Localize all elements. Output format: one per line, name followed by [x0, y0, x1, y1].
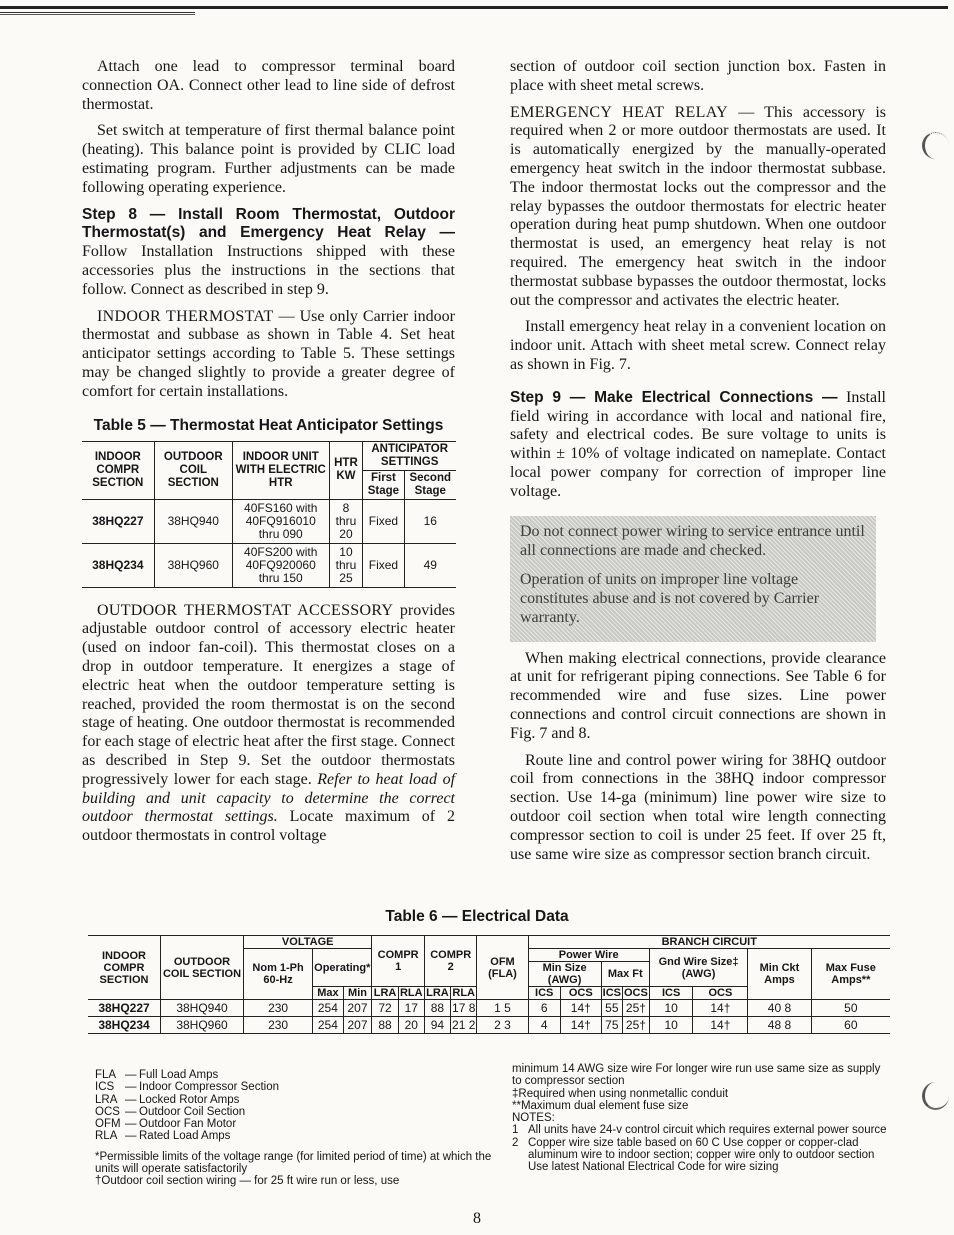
- t6-header-operating: Operating*: [313, 949, 372, 987]
- t5-header-indoor: INDOOR COMPR SECTION: [82, 441, 154, 499]
- list-item: [512, 1137, 890, 1174]
- emergency-heat-relay-text: — This accessory is required when 2 or more outdoor thermostats are used. It is automatically energized by the manually-operated emergency heat switch in the indoor thermostat subbase. The indoor thermostat locks out the compressor and the relay bypasses the outdoor thermostats for electric heater operation during heat pump shutdown. When one outdoor thermostat is used, an emergency heat relay is not required. The emergency heat switch in the indoor thermostat subbase bypasses the outdoor thermostat, locks out the compressor and activates the electric heater.: [510, 103, 887, 309]
- t6-cell: 21 2: [452, 1018, 476, 1032]
- t6-cell: 17: [398, 1000, 424, 1017]
- t6-header-ics-1: ICS: [528, 987, 560, 1000]
- t6-cell: 230: [244, 1000, 313, 1017]
- abbreviation-legend: [95, 1069, 495, 1188]
- outdoor-thermostat-label: OUTDOOR THERMOSTAT ACCESSORY: [97, 601, 394, 619]
- t6-header-max-fuse: Max Fuse Amps**: [811, 949, 890, 1000]
- note-conduit: ‡Required when using nonmetallic conduit: [512, 1087, 729, 1100]
- step-9-heading: Step 9 — Make Electrical Connections —: [510, 388, 838, 406]
- step-9-text: Install field wiring in accordance with local and national fire, safety and electrical codes. Be sure voltage to units is within ± 10% of voltage indicated on nameplate. Contact local power company for correction of improper line voltage.: [510, 388, 886, 500]
- t6-cell: 10: [649, 1000, 693, 1017]
- t6-header-min-ckt: Min Ckt Amps: [748, 949, 811, 1000]
- t6-cell: 2 3: [477, 1017, 528, 1034]
- paragraph-install-relay: Install emergency heat relay in a convenient location on indoor unit. Attach with sheet metal screw. Connect relay as shown in Fig. 7.: [510, 318, 886, 373]
- t6-header-branch-circuit: BRANCH CIRCUIT: [528, 936, 890, 949]
- top-rule-short-2: [0, 14, 195, 15]
- legend-abbrev: LRA: [95, 1093, 118, 1106]
- t6-header-rla-1: RLA: [399, 987, 423, 999]
- t6-cell: 72: [372, 1000, 398, 1017]
- legend-item: [95, 1094, 495, 1106]
- page-number: 8: [473, 1210, 481, 1227]
- t6-cell: 88: [372, 1017, 398, 1034]
- legend-text: Full Load Amps: [139, 1069, 219, 1081]
- footnote-voltage: *Permissible limits of the voltage range (for limited period of time) at which the units will operate satisfactorily: [95, 1150, 492, 1176]
- t6-header-max: Max: [313, 987, 343, 1000]
- t6-cell: 6: [528, 1000, 560, 1017]
- punch-hole-mark: [922, 1082, 949, 1110]
- legend-text: Rated Load Amps: [139, 1130, 231, 1143]
- t6-cell: 38HQ234: [88, 1017, 161, 1034]
- top-rule: [0, 6, 948, 9]
- legend-text: Indoor Compressor Section: [139, 1081, 279, 1094]
- table-row: [88, 1000, 890, 1017]
- paragraph-attach-lead: Attach one lead to compressor terminal board connection OA. Connect other lead to line side of defrost thermostat.: [82, 58, 455, 113]
- table-5-title: Table 5 — Thermostat Heat Anticipator Settings: [93, 416, 444, 434]
- t6-header-ocs-2: OCS: [624, 987, 648, 999]
- t5-cell-indoor: 38HQ234: [82, 543, 154, 587]
- t6-cell: 4: [528, 1017, 560, 1034]
- emergency-heat-relay-label: EMERGENCY HEAT RELAY: [510, 103, 728, 121]
- table-row: [82, 543, 456, 587]
- t6-cell: 207: [343, 1000, 372, 1017]
- t6-cell: 254: [313, 1017, 343, 1034]
- t5-cell-indoor: 38HQ227: [82, 499, 154, 543]
- note-number: 1: [512, 1124, 519, 1137]
- legend-item: [95, 1106, 495, 1118]
- t5-cell-second: 16: [404, 499, 456, 543]
- t5-cell-unit: 40FS160 with 40FQ916010 thru 090: [232, 499, 329, 543]
- legend-dash: —: [125, 1093, 137, 1106]
- warning-box: [510, 516, 876, 642]
- legend-text: Outdoor Fan Motor: [139, 1118, 237, 1131]
- t6-header-nom: Nom 1-Ph 60-Hz: [244, 949, 313, 1000]
- t6-header-voltage: VOLTAGE: [244, 936, 372, 949]
- legend-item: [95, 1069, 495, 1081]
- left-column: [82, 58, 455, 854]
- paragraph-set-switch: Set switch at temperature of first thermal balance point (heating). This balance point is provided by CLIC load estimating program. Further adjustments can be made following operating experience.: [82, 122, 455, 196]
- t6-header-lra-2: LRA: [426, 987, 449, 999]
- outdoor-thermostat-text-2: Locate maximum of 2 outdoor thermostats in control voltage: [82, 808, 455, 845]
- t6-cell: 55: [601, 1000, 622, 1017]
- t5-header-anticipator: ANTICIPATOR SETTINGS: [363, 441, 456, 470]
- t6-header-ocs-1: OCS: [560, 987, 601, 1000]
- t6-header-outdoor: OUTDOOR COIL SECTION: [161, 936, 244, 1000]
- t6-cell: 38HQ940: [161, 1000, 244, 1017]
- t6-header-indoor: INDOOR COMPR SECTION: [88, 936, 161, 1000]
- step-8-heading: Step 8 — Install Room Thermostat, Outdoor Thermostat(s) and Emergency Heat Relay —: [82, 205, 455, 242]
- paragraph-step-9: [510, 389, 886, 502]
- t6-header-ofm: OFM (FLA): [477, 936, 528, 1000]
- note-text: Copper wire size table based on 60 C Use copper or copper-clad aluminum wire to indoor section; copper wire only to outdoor section Use latest National Electrical Code for wire sizing: [528, 1136, 875, 1174]
- t6-cell: 60: [811, 1017, 890, 1034]
- t6-cell: 254: [313, 1000, 343, 1017]
- paragraph-electrical-connections: When making electrical connections, provide clearance at unit for refrigerant piping connections. See Table 6 for recommended wire and fuse sizes. Line power connections and control circuit connections are shown in Fig. 7 and 8.: [510, 649, 886, 742]
- t5-header-unit: INDOOR UNIT WITH ELECTRIC HTR: [232, 441, 329, 499]
- legend-text: Outdoor Coil Section: [139, 1105, 246, 1118]
- t6-cell: 230: [244, 1017, 313, 1034]
- t5-header-first-stage: First Stage: [363, 470, 404, 499]
- t6-cell: 75: [601, 1017, 622, 1034]
- t5-cell-kw: 10 thru 25: [329, 543, 363, 587]
- t5-cell-unit: 40FS200 with 40FQ920060 thru 150: [232, 543, 329, 587]
- t6-cell: 88: [424, 1000, 450, 1017]
- legend-abbrev: FLA: [95, 1069, 117, 1081]
- t6-cell: 17 8: [452, 1001, 476, 1015]
- t6-cell: 94: [424, 1017, 450, 1034]
- indoor-thermostat-text: — Use only Carrier indoor thermostat and subbase as shown in Table 4. Set heat anticipator settings according to Table 5. These settings may be changed slightly to provide a greater degree of comfort for certain installations.: [82, 307, 456, 400]
- footnote-outdoor-wiring: †Outdoor coil section wiring — for 25 ft wire run or less, use: [95, 1175, 400, 1188]
- table-6: [88, 935, 890, 1034]
- t5-cell-second: 49: [404, 543, 456, 587]
- right-column: [510, 58, 886, 872]
- warning-text-2: Operation of units on improper line voltage constitutes abuse and is not covered by Carrier warranty.: [520, 570, 820, 626]
- t6-cell: 207: [343, 1017, 372, 1034]
- table-6-title: Table 6 — Electrical Data: [385, 908, 569, 925]
- legend-abbrev: RLA: [95, 1130, 118, 1143]
- t5-header-second-stage: Second Stage: [404, 470, 456, 499]
- t6-cell: 14†: [560, 1017, 601, 1034]
- t6-header-lra-1: LRA: [373, 987, 397, 999]
- note-min-wire: minimum 14 AWG size wire For longer wire run use same size as supply to compressor section: [512, 1063, 881, 1088]
- indoor-thermostat-label: INDOOR THERMOSTAT: [97, 307, 274, 325]
- legend-dash: —: [125, 1105, 137, 1118]
- legend-text: Locked Rotor Amps: [139, 1093, 240, 1106]
- legend-abbrev: OCS: [95, 1105, 120, 1118]
- t5-cell-kw: 8 thru 20: [329, 499, 363, 543]
- t6-cell: 48 8: [748, 1017, 811, 1034]
- t6-header-min-size: Min Size (AWG): [528, 962, 601, 987]
- t6-header-rla-2: RLA: [452, 987, 475, 999]
- t6-header-compr-1: COMPR 1: [372, 936, 425, 987]
- legend-dash: —: [125, 1118, 137, 1131]
- t6-header-gnd-wire: Gnd Wire Size‡ (AWG): [649, 949, 747, 987]
- table-5: [82, 441, 456, 588]
- t6-cell: 14†: [693, 1000, 748, 1017]
- t5-header-htr-kw: HTR KW: [329, 441, 363, 499]
- legend-dash: —: [125, 1081, 137, 1094]
- t6-cell: 50: [811, 1000, 890, 1017]
- t6-header-compr-2: COMPR 2: [424, 936, 477, 987]
- t6-cell: 40 8: [748, 1000, 811, 1017]
- table-row: [88, 1017, 890, 1034]
- note-number: 2: [512, 1136, 519, 1149]
- warning-text-1: Do not connect power wiring to service entrance until all connections are made and checked.: [520, 522, 865, 559]
- legend-item: [95, 1118, 495, 1130]
- t6-cell: 25†: [623, 1017, 650, 1034]
- paragraph-outdoor-thermostat: [82, 602, 455, 846]
- list-item: [512, 1124, 890, 1136]
- t6-header-ics-3: ICS: [649, 987, 693, 1000]
- paragraph-route-wiring: Route line and control power wiring for 38HQ outdoor coil from connections in the 38HQ indoor compressor section. Use 14-ga (minimum) line power wire size to outdoor coil section when total wire length connecting compressor section to coil is under 25 feet. If over 25 ft, use same wire size as compressor section branch circuit.: [510, 751, 886, 863]
- paragraph-step-8: [82, 206, 455, 300]
- t6-cell: 38HQ960: [161, 1017, 244, 1034]
- legend-dash: —: [125, 1069, 137, 1081]
- legend-item: [95, 1081, 495, 1093]
- paragraph-junction-box: section of outdoor coil section junction box. Fasten in place with sheet metal screws.: [510, 58, 886, 94]
- t5-cell-first: Fixed: [363, 543, 404, 587]
- notes-block: [512, 1063, 890, 1174]
- t6-cell: 20: [398, 1017, 424, 1034]
- t6-header-min: Min: [343, 987, 372, 1000]
- t5-cell-outdoor: 38HQ940: [154, 499, 232, 543]
- t6-cell: 10: [649, 1017, 693, 1034]
- punch-hole-mark: [922, 132, 949, 159]
- t6-cell: 14†: [560, 1000, 601, 1017]
- t6-cell: 25†: [623, 1000, 650, 1017]
- table-row: [82, 499, 456, 543]
- paragraph-indoor-thermostat: [82, 308, 455, 402]
- paragraph-emergency-heat-relay: [510, 104, 886, 311]
- outdoor-thermostat-italic: Refer to heat load of building and unit capacity to determine the correct outdoor thermostat settings.: [82, 770, 456, 826]
- t6-cell: 1 5: [477, 1000, 528, 1017]
- notes-label: NOTES:: [512, 1112, 555, 1125]
- t6-header-ics-2: ICS: [602, 987, 621, 999]
- t6-header-max-ft: Max Ft: [601, 962, 649, 987]
- t5-cell-first: Fixed: [363, 499, 404, 543]
- t6-cell: 14†: [693, 1017, 748, 1034]
- note-fuse: **Maximum dual element fuse size: [512, 1099, 689, 1112]
- top-rule-short: [0, 12, 195, 13]
- legend-dash: —: [125, 1130, 137, 1143]
- step-8-text: Follow Installation Instructions shipped with these accessories plus the instructions in the sections that follow. Connect as described in step 9.: [82, 243, 455, 298]
- outdoor-thermostat-text: provides adjustable outdoor control of accessory electric heater (used on indoor fan-coil). This thermostat closes on a drop in outdoor temperature. It energizes a stage of electric heat when the outdoor temperature setting is reached, provided the room thermostat is on the second stage of heating. One outdoor thermostat is recommended for each stage of electric heat after the first stage. Connect as described in Step 9. Set the outdoor thermostats progressively lower for each stage.: [82, 601, 455, 788]
- legend-item: [95, 1130, 495, 1142]
- t5-header-outdoor: OUTDOOR COIL SECTION: [154, 441, 232, 499]
- t6-cell: 38HQ227: [88, 1000, 161, 1017]
- note-text: All units have 24-v control circuit which requires external power source: [528, 1124, 887, 1137]
- legend-abbrev: ICS: [95, 1081, 115, 1094]
- t5-cell-outdoor: 38HQ960: [154, 543, 232, 587]
- t6-header-power-wire: Power Wire: [528, 949, 649, 962]
- t6-header-ocs-3: OCS: [693, 987, 748, 1000]
- legend-abbrev: OFM: [95, 1118, 121, 1131]
